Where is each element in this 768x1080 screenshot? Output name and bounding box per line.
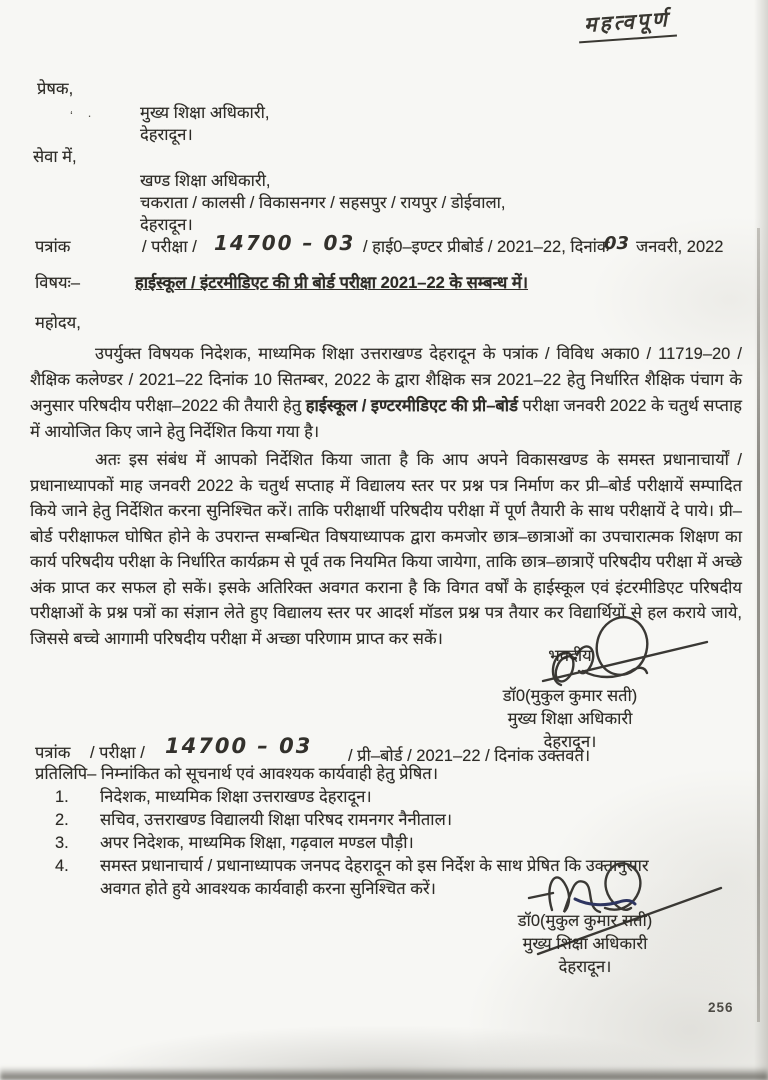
- copies-heading: प्रतिलिपि– निम्नांकित को सूचनार्थ एवं आवश्यक कार्यवाही हेतु प्रेषित।: [35, 765, 438, 783]
- body-paragraph-1: [30, 341, 742, 445]
- scan-speck: ‘ ·: [70, 108, 92, 123]
- signatory-title: मुख्य शिक्षा अधिकारी: [507, 710, 633, 728]
- page-number: 256: [708, 1000, 734, 1015]
- scan-edge-line: [757, 228, 760, 1022]
- reference-copy-prefix: / परीक्षा /: [90, 744, 145, 762]
- signature-second-block: [470, 910, 700, 979]
- subject-label: विषयः–: [35, 274, 81, 292]
- list-item-text: निदेशक, माध्यमिक शिक्षा उत्तराखण्ड देहरादून।: [100, 788, 372, 806]
- list-item-number: 4.: [55, 857, 69, 875]
- salutation: महोदय,: [35, 314, 81, 332]
- sender-place: देहरादून।: [140, 126, 193, 144]
- scan-bottom-smudge: [0, 1067, 768, 1080]
- reference-prefix: / परीक्षा /: [142, 238, 197, 256]
- para1-bold-phrase: हाईस्कूल / इण्टरमीडिएट की प्री–बोर्ड: [305, 397, 518, 415]
- sender-name: मुख्य शिक्षा अधिकारी,: [140, 104, 270, 122]
- signatory-place: देहरादून।: [543, 733, 597, 751]
- para1-after: परीक्षा जनवरी 2022 के चतुर्थ सप्ताह में आयोजित किए जाने हेतु निर्देशित किया गया है।: [30, 397, 742, 441]
- reference-middle: / हाई0–इण्टर प्रीबोर्ड / 2021–22, दिनांक: [363, 238, 610, 256]
- list-item-number: 3.: [55, 834, 69, 852]
- recipient-label: सेवा में,: [33, 148, 77, 166]
- reference-day-handwritten: 03: [604, 233, 630, 254]
- para1-before: उपर्युक्त विषयक निदेशक, माध्यमिक शिक्षा उत्तराखण्ड देहरादून के पत्रांक / विविध अका0 / 11719–20 / शैक्षिक कलेण्डर / 2021–22 दिनांक 10 सितम्बर, 2022 के द्वारा शैक्षिक सत्र 2021–22 हेतु निर्धारित शैक्षिक पंचाग के अनुसार परिषदीय परीक्षा–2022 की तैयारी हेतु: [30, 345, 742, 415]
- signatory-title: मुख्य शिक्षा अधिकारी: [522, 935, 648, 953]
- importance-stamp: महत्वपूर्ण: [577, 5, 677, 44]
- list-item-number: 2.: [55, 811, 69, 829]
- reference-line: [0, 233, 768, 259]
- recipient-name: खण्ड शिक्षा अधिकारी,: [140, 172, 271, 190]
- reference-label: पत्रांक: [35, 238, 71, 256]
- reference-copy-label: पत्रांक: [35, 744, 71, 762]
- reference-suffix: जनवरी, 2022: [636, 238, 724, 256]
- signatory-place: देहरादून।: [558, 958, 612, 976]
- sender-label: प्रेषक,: [37, 80, 74, 98]
- reference-copy-number-handwritten: 14700 – 03: [165, 734, 313, 758]
- signatory-name: डॉ0(मुकुल कुमार सती): [502, 687, 638, 705]
- reference-number-handwritten: 14700 – 03: [214, 231, 356, 255]
- list-item-text: सचिव, उत्तराखण्ड विद्यालयी शिक्षा परिषद रामनगर नैनीताल।: [100, 811, 453, 829]
- subject-text: हाईस्कूल / इंटरमीडिएट की प्री बोर्ड परीक्षा 2021–22 के सम्बन्ध में।: [135, 274, 529, 292]
- reference-copy-suffix: / प्री–बोर्ड / 2021–22 / दिनांक उक्तवत।: [348, 747, 591, 765]
- recipient-place: देहरादून।: [140, 216, 193, 234]
- recipient-blocks: चकराता / कालसी / विकासनगर / सहसपुर / रायपुर / डोईवाला,: [140, 194, 506, 212]
- list-item-text: समस्त प्रधानाचार्य / प्रधानाध्यापक जनपद देहरादून को इस निर्देश के साथ प्रेषित कि उक्तानुसार अवगत होते हुये आवश्यक कार्यवाही करना सुनिश्चित करें।: [100, 857, 649, 898]
- signatory-name: डॉ0(मुकुल कुमार सती): [517, 912, 653, 930]
- closing-word: भवदीय: [548, 647, 592, 665]
- list-item-number: 1.: [55, 788, 69, 806]
- subject-line: [0, 272, 768, 298]
- reference-copy-line: [0, 736, 768, 764]
- list-item-text: अपर निदेशक, माध्यमिक शिक्षा, गढ़वाल मण्डल पौड़ी।: [100, 834, 414, 852]
- body-paragraph-2: अतः इस संबंध में आपको निर्देशित किया जाता है कि आप अपने विकासखण्ड के समस्त प्रधानाचार्यों / प्रधानाध्यापकों माह जनवरी 2022 के चतुर्थ सप्ताह में विद्यालय स्तर पर प्रश्न पत्र निर्माण कर प्री–बोर्ड परीक्षायें सम्पादित किये जाने हेतु निर्देशित करना सुनिश्चित करें। ताकि परीक्षार्थी परिषदीय परीक्षा में पूर्ण तैयारी के साथ परीक्षायें दे पाये। प्री–बोर्ड परीक्षाफल घोषित होने के उपरान्त सम्बन्धित विषयाध्यापक द्वारा कमजोर छात्र–छात्राओं का उपचारात्मक शिक्षण का कार्य परिषदीय परीक्षा के निर्धारित कार्यक्रम से पूर्व तक नियमित किया जायेगा, ताकि छात्र–छात्राऐं परिषदीय परीक्षा में अच्छे अंक प्राप्त कर सफल हो सकें। इसके अतिरिक्त अवगत कराना है कि विगत वर्षों के हाईस्कूल एवं इंटरमीडिएट परिषदीय परीक्षाओं के प्रश्न पत्रों का संज्ञान लेते हुए विद्यालय स्तर पर आदर्श मॉडल प्रश्न पत्र तैयार कर विद्यार्थियों से हल कराये जाये, जिससे बच्चे आगामी परिषदीय परीक्षा में अच्छा परिणाम प्राप्त कर सकें।: [30, 451, 742, 648]
